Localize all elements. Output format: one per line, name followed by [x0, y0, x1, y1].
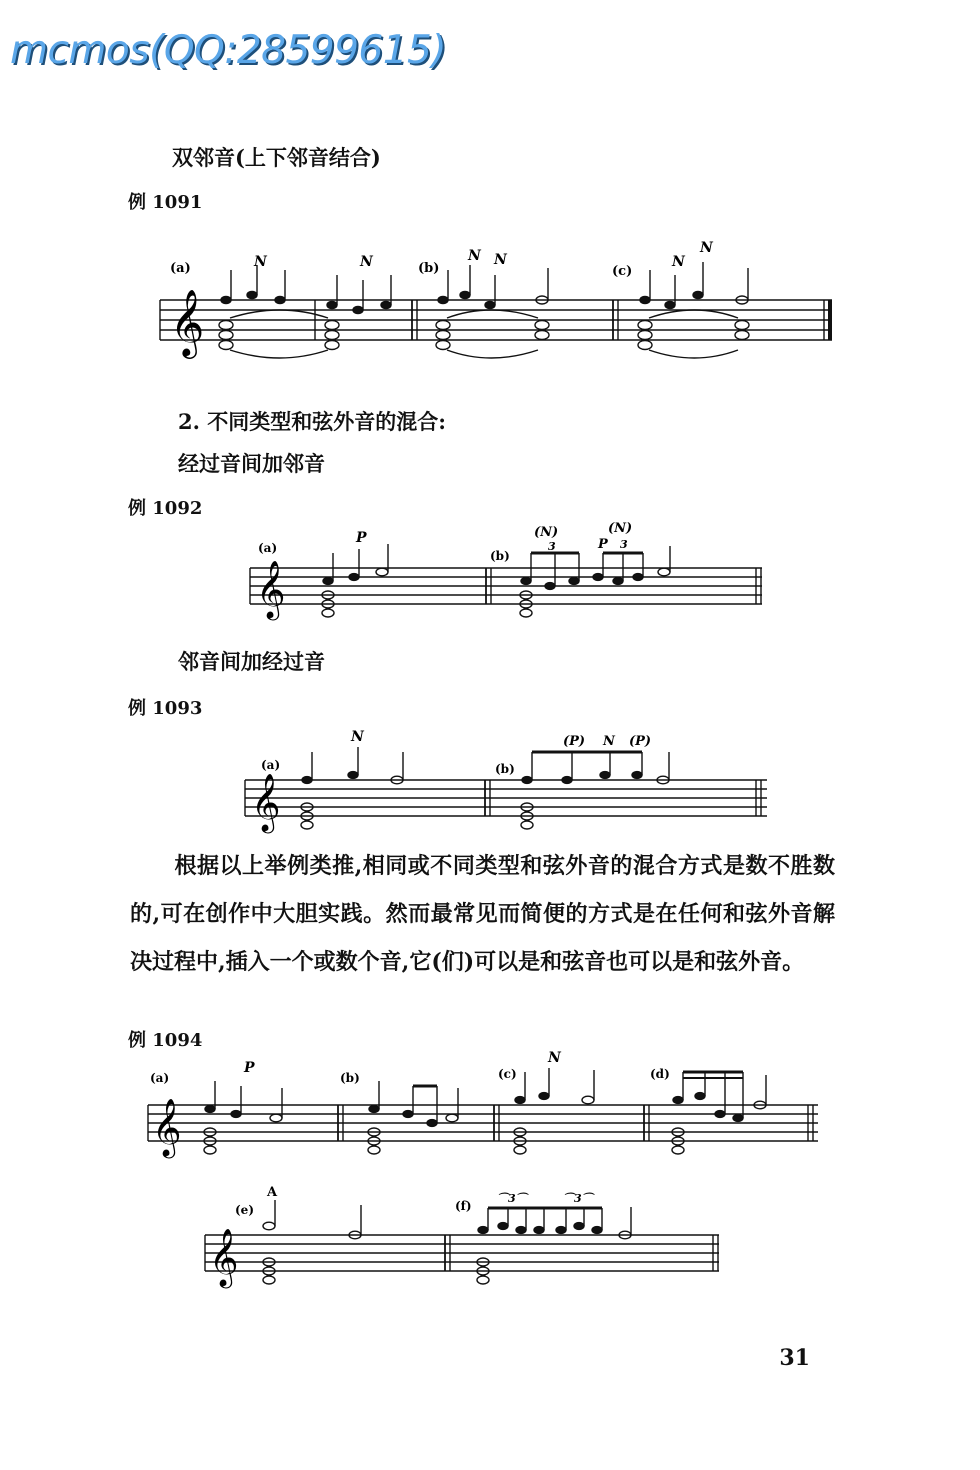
label-c: (c) [612, 264, 633, 279]
triplet-bracket-label: ⌒3⌒ [563, 1192, 593, 1205]
treble-clef-icon: 𝄞 [251, 773, 281, 831]
label-e: (e) [235, 1203, 254, 1217]
label-d: (d) [650, 1067, 670, 1081]
section-title-double-neighbor: 双邻音(上下邻音结合) [172, 145, 381, 170]
triplet-label: 3 [548, 540, 556, 553]
example-label-1091: 例 1091 [128, 192, 203, 213]
neighbor-label: N [672, 254, 685, 270]
section-title-mixed: 2. 不同类型和弦外音的混合: [178, 409, 446, 434]
label-a: (a) [150, 1071, 170, 1085]
passing-label: P [244, 1060, 255, 1076]
triplet-bracket-label: ⌒3⌒ [497, 1192, 527, 1205]
music-staff-1091 [160, 230, 840, 380]
label-b: (b) [495, 762, 515, 776]
neighbor-label: N [468, 248, 481, 264]
note-heads [263, 1200, 631, 1239]
neighbor-label: N [360, 254, 373, 270]
label-c: (c) [498, 1067, 517, 1081]
neighbor-label-paren: (N) [608, 521, 633, 536]
note-heads [221, 262, 748, 314]
label-a: (a) [261, 758, 281, 772]
label-b: (b) [490, 549, 510, 563]
music-staff-1093 [245, 725, 775, 835]
music-staff-1092 [250, 520, 770, 620]
neighbor-label: N [548, 1050, 561, 1066]
example-label-1093: 例 1093 [128, 698, 203, 719]
note-heads [302, 747, 669, 784]
label-f: (f) [455, 1199, 472, 1213]
treble-clef-icon: 𝄞 [152, 1098, 182, 1156]
music-staff-1094-row1 [148, 1050, 828, 1160]
neighbor-label: N [351, 729, 364, 745]
watermark-text: mcmos(QQ:28599615) [10, 28, 447, 73]
page-number: 31 [779, 1345, 810, 1371]
appoggiatura-label: A [267, 1185, 278, 1200]
treble-clef-icon: 𝄞 [256, 560, 286, 618]
treble-clef-icon: 𝄞 [209, 1228, 239, 1286]
label-a: (a) [258, 541, 278, 555]
label-b: (b) [340, 1071, 360, 1085]
treble-clef-icon: 𝄞 [170, 288, 205, 356]
chord-whole-notes [219, 310, 749, 358]
note-heads [205, 1068, 766, 1126]
triplet-label: 3 [620, 538, 628, 551]
passing-label-paren: (P) [563, 734, 586, 749]
music-staff-1094-row2 [205, 1180, 725, 1290]
neighbor-label: N [254, 254, 267, 270]
neighbor-label: N [603, 734, 615, 749]
passing-label-paren: (P) [629, 734, 652, 749]
label-b: (b) [418, 261, 440, 276]
passing-label: P [598, 537, 608, 552]
neighbor-label: N [700, 240, 713, 256]
section-title-passing-neighbor: 经过音间加邻音 [178, 451, 325, 476]
neighbor-label-paren: (N) [534, 525, 559, 540]
section-title-neighbor-passing: 邻音间加经过音 [178, 649, 325, 674]
body-paragraph [130, 842, 835, 986]
label-a: (a) [170, 261, 191, 276]
passing-label: P [356, 530, 367, 546]
example-label-1092: 例 1092 [128, 498, 203, 519]
body-paragraph-text: 根据以上举例类推,相同或不同类型和弦外音的混合方式是数不胜数的,可在创作中大胆实践。然而最常见而简便的方式是在任何和弦外音解决过程中,插入一个或数个音,它(们)可以是和弦音也可以是和弦外音。 [130, 853, 835, 975]
neighbor-label: N [494, 252, 507, 268]
example-label-1094: 例 1094 [128, 1030, 203, 1051]
